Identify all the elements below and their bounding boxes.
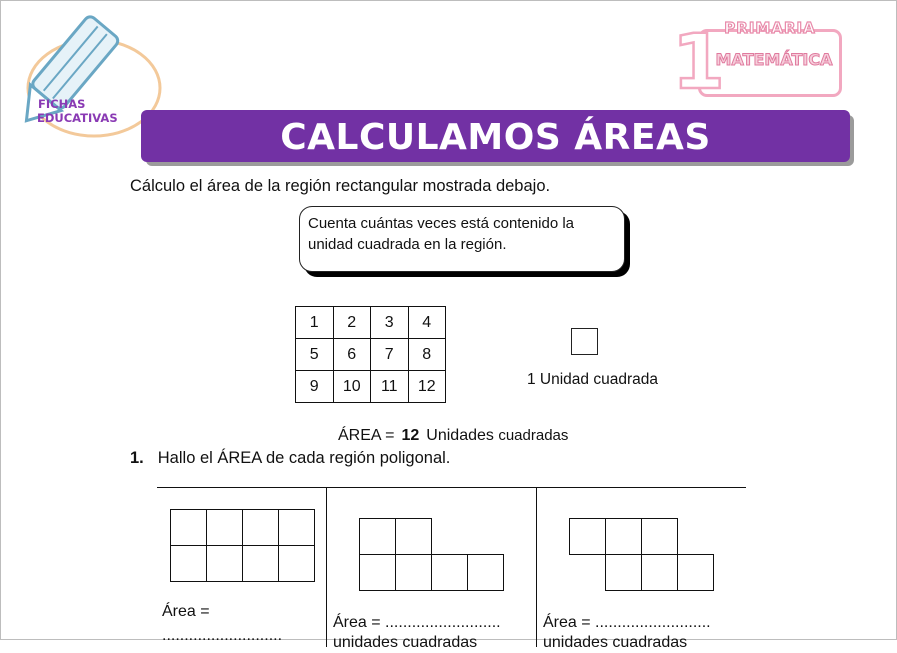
unit-cell [359,518,396,555]
area-unit-2: cuadradas [498,427,569,444]
unit-cell [242,545,279,582]
grid-cell: 9 [296,371,334,403]
answer-a [162,602,282,646]
unit-label: 1 Unidad cuadrada [527,371,658,388]
unit-cell [395,518,432,555]
hint-line-1: Cuenta cuántas veces está contenido la [308,215,575,232]
unit-cell [359,554,396,591]
grid-cell: 4 [408,307,446,339]
area-label: ÁREA = [338,427,395,444]
grade-number: 1 [672,17,725,106]
exercise-table-top [157,487,746,488]
grid-row [296,307,446,339]
grid-cell: 6 [333,339,371,371]
unit-cell [431,554,468,591]
answer-b [333,613,501,653]
unit-cell [641,518,678,555]
unit-cell [170,545,207,582]
unit-cell [242,509,279,546]
unit-cell [641,554,678,591]
grid-cell: 12 [408,371,446,403]
example-grid [295,306,446,403]
badge-level: PRIMARIA [724,19,816,37]
grid-cell: 8 [408,339,446,371]
answer-b-label: Área = .......................... [333,614,501,631]
answer-b-unit: unidades cuadradas [333,634,478,651]
hint-line-2: unidad cuadrada en la región. [308,236,507,253]
unit-cell [569,518,606,555]
unit-cell [605,518,642,555]
unit-cell [206,509,243,546]
question-1 [130,449,450,468]
unit-cell [278,509,315,546]
answer-a-blank: ........................... [162,627,283,644]
exercise-divider [326,487,327,647]
unit-square [571,328,598,355]
grid-cell: 7 [371,339,409,371]
question-number: 1. [130,449,144,467]
logo-line2: EDUCATIVAS [37,111,118,125]
badge-subject: MATEMÁTICA [715,50,833,69]
exercise-divider [536,487,537,647]
grid-row [296,339,446,371]
logo-line1: FICHAS [38,97,86,111]
intro-text: Cálculo el área de la región rectangular mostrada debajo. [130,177,551,195]
area-unit: Unidades [426,427,494,444]
grid-cell: 10 [333,371,371,403]
grid-cell: 3 [371,307,409,339]
unit-cell [206,545,243,582]
grid-cell: 1 [296,307,334,339]
unit-cell [677,554,714,591]
unit-cell [467,554,504,591]
answer-c-unit: unidades cuadradas [543,634,688,651]
page-title: CALCULAMOS ÁREAS [280,117,711,158]
unit-cell [170,509,207,546]
question-text: Hallo el ÁREA de cada región poligonal. [157,449,451,467]
grid-cell: 2 [333,307,371,339]
unit-cell [278,545,315,582]
unit-cell [395,554,432,591]
hint-box [299,206,625,272]
unit-cell [605,554,642,591]
grid-row [296,371,446,403]
answer-a-label: Área = [162,603,210,620]
grid-cell: 5 [296,339,334,371]
grid-cell: 11 [371,371,409,403]
area-result [338,427,568,445]
area-value: 12 [401,427,420,444]
answer-c-label: Área = .......................... [543,614,711,631]
answer-c [543,613,711,653]
